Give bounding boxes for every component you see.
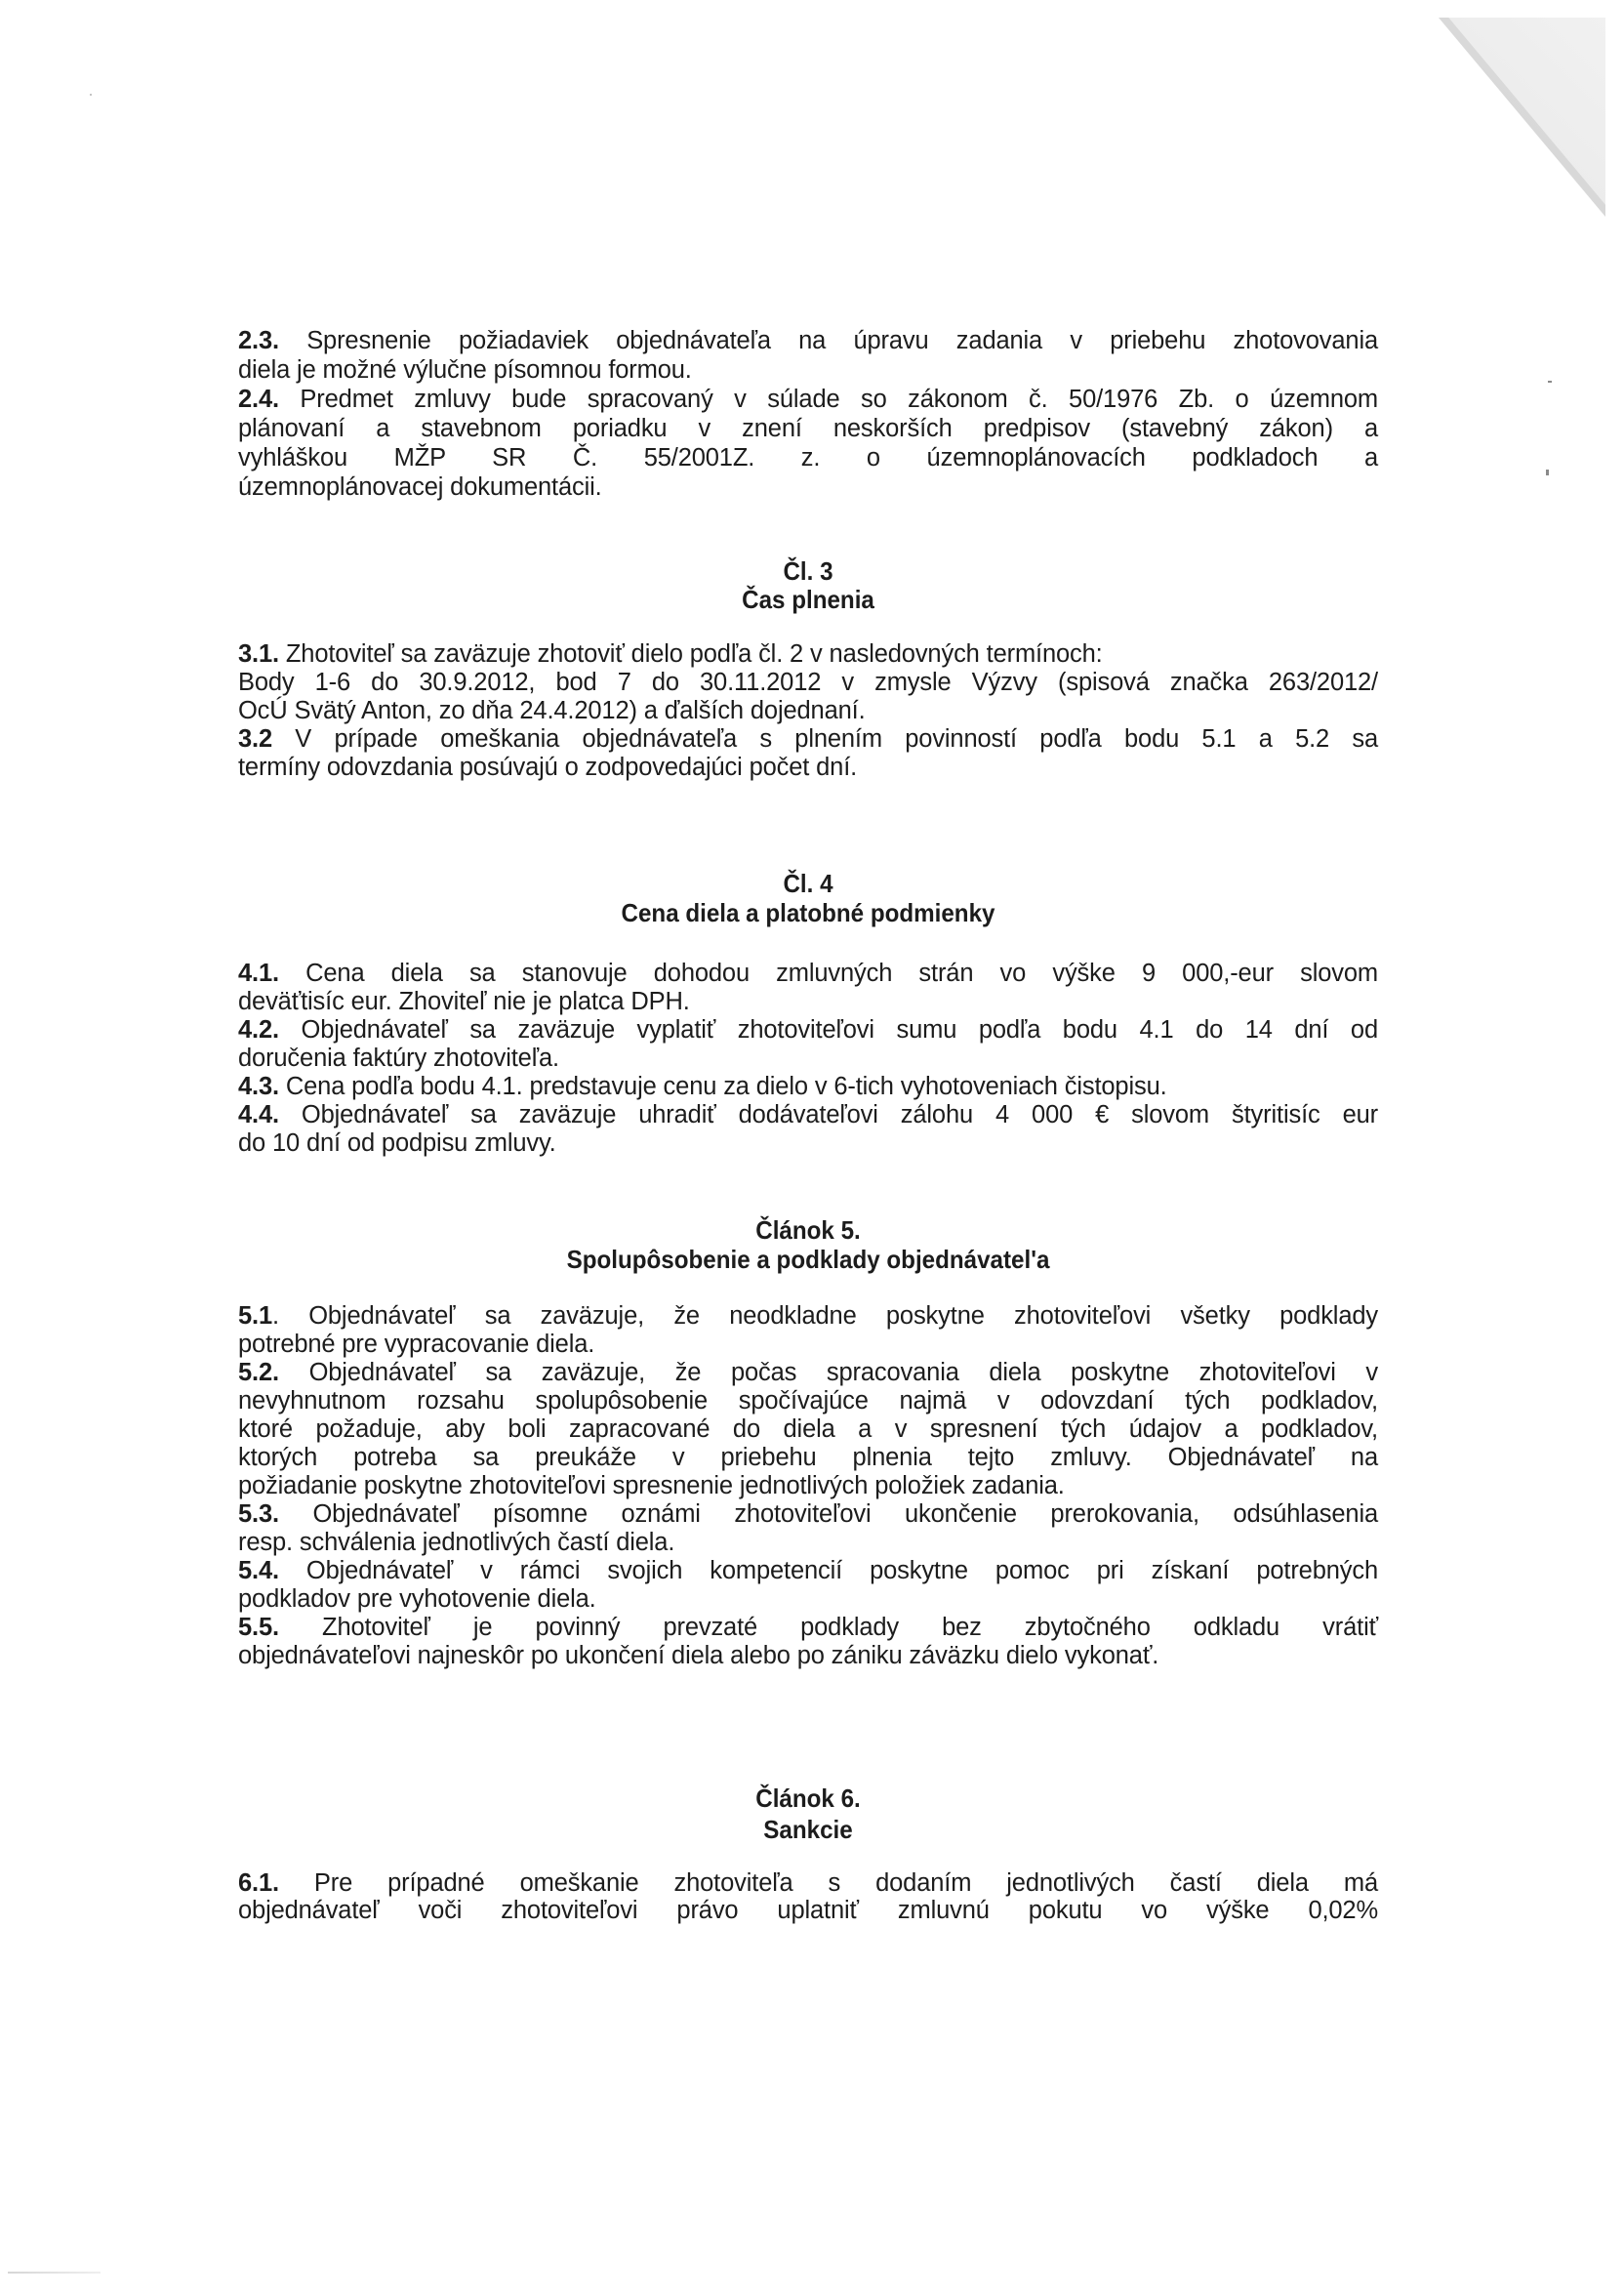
clause-text: nevyhnutnom rozsahu spolupôsobenie spočívajúce najmä v odovzdaní tých podkladov, — [238, 1387, 1378, 1414]
clause-text: Zhotoviteľ je povinný prevzaté podklady bez zbytočného odkladu vrátiť — [278, 1614, 1378, 1641]
clause-text: Spresnenie požiadaviek objednávateľa na úpravu zadania v priebehu zhotovovania — [278, 327, 1378, 354]
text-line — [238, 1528, 1378, 1557]
text-line — [238, 668, 1378, 697]
text-line — [238, 1556, 1378, 1585]
clause-text: . Objednávateľ sa zaväzuje, že neodkladne poskytne zhotoviteľovi všetky podklady — [272, 1302, 1378, 1330]
clause-number: 5.2. — [238, 1359, 279, 1386]
clause-number: 5.1 — [238, 1302, 272, 1330]
text-line — [238, 1358, 1378, 1387]
text-line — [238, 724, 1378, 754]
text-line — [238, 1443, 1378, 1472]
text-line — [238, 987, 1378, 1016]
clause-text: požiadanie poskytne zhotoviteľovi spresnenie jednotlivých položiek zadania. — [238, 1472, 1065, 1499]
clause-text: plánovaní a stavebnom poriadku v znení neskorších predpisov (stavebný zákon) a — [238, 415, 1378, 442]
clause-text: Objednávateľ v rámci svojich kompetencií poskytne pomoc pri získaní potrebných — [278, 1557, 1378, 1584]
article-5-title: Spolupôsobenie a podklady objednávatel'a — [566, 1245, 1050, 1274]
text-line — [238, 1072, 1378, 1101]
clause-text: Pre prípadné omeškanie zhotoviteľa s dodaním jednotlivých častí diela má — [278, 1869, 1378, 1897]
article-3-title: Čas plnenia — [742, 585, 874, 614]
clause-text: termíny odovzdania posúvajú o zodpovedajúci počet dní. — [238, 754, 858, 781]
text-line — [238, 1896, 1378, 1925]
article-3-number: Čl. 3 — [783, 556, 833, 586]
text-line — [238, 696, 1378, 725]
clause-number: 6.1. — [238, 1869, 279, 1897]
article-6-title: Sankcie — [763, 1815, 853, 1844]
text-line — [238, 1044, 1378, 1073]
text-line — [238, 1471, 1378, 1500]
clause-number: 5.4. — [238, 1557, 279, 1584]
text-line — [238, 1386, 1378, 1415]
text-line — [238, 1499, 1378, 1529]
text-line — [238, 1015, 1378, 1045]
text-line — [238, 472, 1378, 502]
clause-text: Predmet zmluvy bude spracovaný v súlade so zákonom č. 50/1976 Zb. o územnom — [278, 386, 1378, 413]
clause-number: 3.1. — [238, 640, 279, 668]
text-line — [238, 1100, 1378, 1129]
clause-number: 5.5. — [238, 1614, 279, 1641]
clause-text: deväťtisíc eur. Zhoviteľ nie je platca DPH. — [238, 988, 690, 1015]
clause-text: V prípade omeškania objednávateľa s plnením povinností podľa bodu 5.1 a 5.2 sa — [272, 725, 1378, 753]
clause-number: 2.4. — [238, 386, 279, 413]
text-line — [238, 326, 1378, 355]
clause-number: 4.1. — [238, 960, 279, 987]
article-5-number: Článok 5. — [755, 1215, 861, 1245]
clause-text: Cena diela sa stanovuje dohodou zmluvných strán vo výške 9 000,-eur slovom — [278, 960, 1378, 987]
clause-text: do 10 dní od podpisu zmluvy. — [238, 1129, 556, 1157]
clause-text: podkladov pre vyhotovenie diela. — [238, 1585, 596, 1613]
text-line — [238, 1868, 1378, 1898]
text-line — [238, 1128, 1378, 1158]
clause-number: 5.3. — [238, 1500, 279, 1528]
text-line — [238, 1414, 1378, 1444]
clause-text: územnoplánovacej dokumentácii. — [238, 473, 602, 501]
clause-number: 2.3. — [238, 327, 279, 354]
text-line — [238, 1301, 1378, 1331]
text-line — [238, 959, 1378, 988]
page-edge — [1605, 0, 1624, 2296]
clause-text: ktoré požaduje, aby boli zapracované do diela a v spresnení tých údajov a podkladov, — [238, 1415, 1378, 1443]
scan-edge-mark — [8, 2272, 101, 2274]
text-line — [238, 443, 1378, 472]
text-line — [238, 1613, 1378, 1642]
clause-text: Body 1-6 do 30.9.2012, bod 7 do 30.11.2012 v zmysle Výzvy (spisová značka 263/2012/ — [238, 669, 1378, 696]
clause-text: objednávateľ voči zhotoviteľovi právo uplatniť zmluvnú pokutu vo výške 0,02% — [238, 1897, 1378, 1924]
clause-text: Objednávateľ písomne oznámi zhotoviteľovi ukončenie prerokovania, odsúhlasenia — [278, 1500, 1378, 1528]
clause-text: Cena podľa bodu 4.1. predstavuje cenu za dielo v 6-tich vyhotoveniach čistopisu. — [278, 1073, 1167, 1100]
clause-number: 4.4. — [238, 1101, 279, 1128]
clause-text: objednávateľovi najneskôr po ukončení diela alebo po zániku záväzku dielo vykonať. — [238, 1642, 1159, 1669]
clause-number: 3.2 — [238, 725, 272, 753]
article-4-title: Cena diela a platobné podmienky — [621, 898, 995, 927]
clause-number: 4.3. — [238, 1073, 279, 1100]
article-4-number: Čl. 4 — [783, 869, 833, 898]
clause-text: potrebné pre vypracovanie diela. — [238, 1331, 595, 1358]
clause-text: diela je možné výlučne písomnou formou. — [238, 356, 692, 384]
clause-text: OcÚ Svätý Anton, zo dňa 24.4.2012) a ďalších dojednaní. — [238, 697, 866, 724]
clause-text: resp. schválenia jednotlivých častí diela. — [238, 1529, 675, 1556]
clause-text: Objednávateľ sa zaväzuje uhradiť dodávateľovi zálohu 4 000 € slovom štyritisíc eur — [278, 1101, 1378, 1128]
scan-speck — [1546, 470, 1549, 475]
text-line — [238, 639, 1378, 669]
clause-text: Zhotoviteľ sa zaväzuje zhotoviť dielo podľa čl. 2 v nasledovných termínoch: — [278, 640, 1103, 668]
clause-text: doručenia faktúry zhotoviteľa. — [238, 1045, 559, 1072]
text-line — [238, 414, 1378, 443]
article-6-number: Článok 6. — [755, 1784, 861, 1813]
text-line — [238, 753, 1378, 782]
scan-speck — [90, 94, 92, 96]
clause-text: Objednávateľ sa zaväzuje, že počas spracovania diela poskytne zhotoviteľovi v — [278, 1359, 1378, 1386]
clause-text: ktorých potreba sa preukáže v priebehu plnenia tejto zmluvy. Objednávateľ na — [238, 1444, 1378, 1471]
clause-text: vyhláškou MŽP SR Č. 55/2001Z. z. o územnoplánovacích podkladoch a — [238, 444, 1378, 472]
text-line — [238, 385, 1378, 414]
text-line — [238, 1330, 1378, 1359]
scan-speck — [1548, 381, 1552, 383]
clause-number: 4.2. — [238, 1016, 279, 1044]
text-line — [238, 355, 1378, 385]
text-line — [238, 1641, 1378, 1670]
text-line — [238, 1584, 1378, 1614]
clause-text: Objednávateľ sa zaväzuje vyplatiť zhotoviteľovi sumu podľa bodu 4.1 do 14 dní od — [278, 1016, 1378, 1044]
